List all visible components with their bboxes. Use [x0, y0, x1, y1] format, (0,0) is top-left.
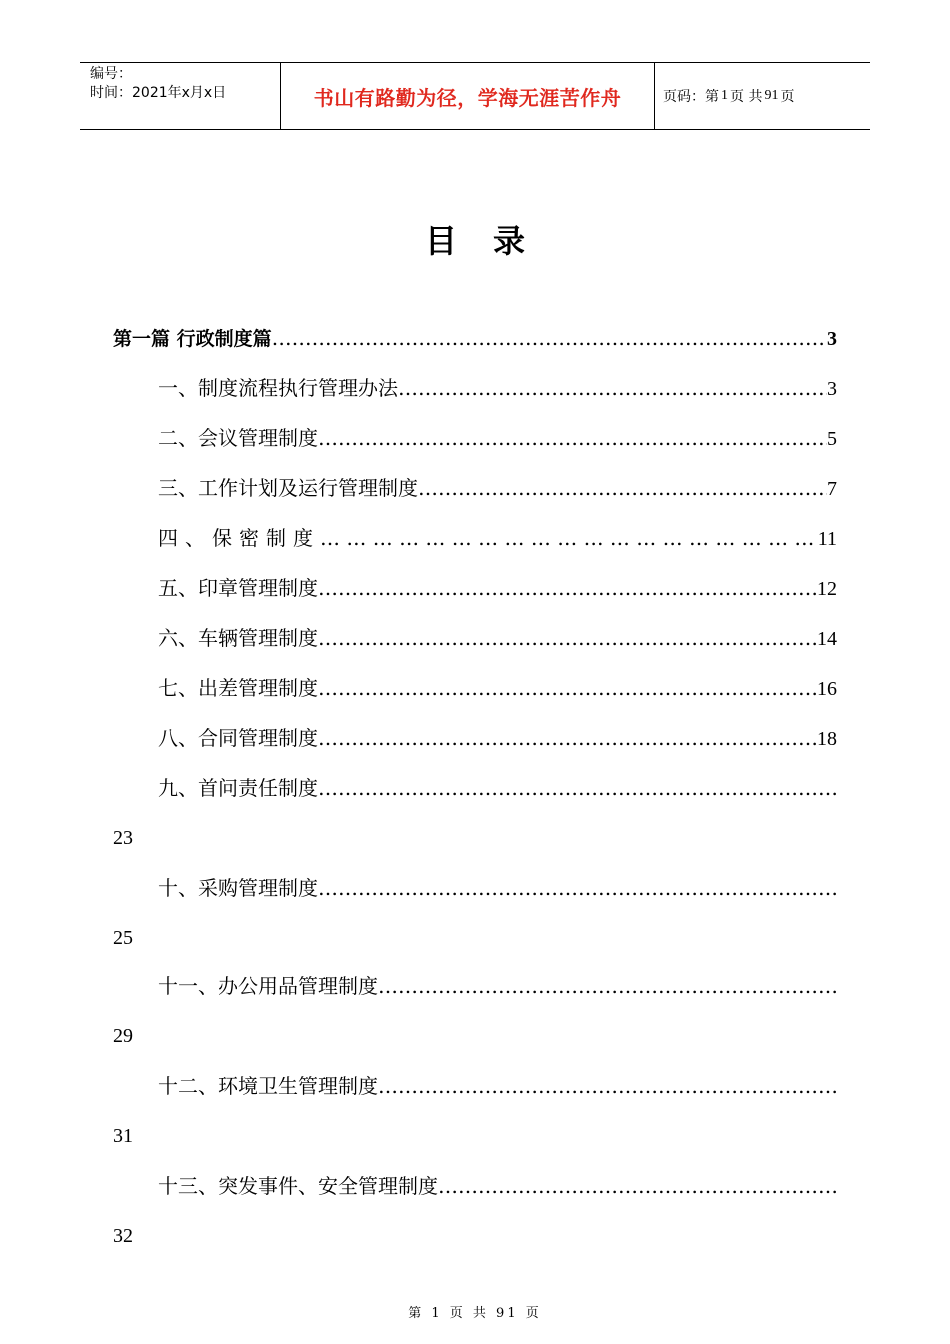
toc-page-number: 11 — [817, 528, 837, 550]
toc-leader-dots — [418, 474, 827, 502]
toc-item[interactable] — [158, 624, 837, 653]
toc-item[interactable] — [158, 674, 837, 703]
toc-item-label: 二、会议管理制度 — [158, 426, 318, 450]
serial-label: 编号： — [90, 66, 132, 82]
page-current: 1 — [721, 88, 728, 103]
toc-item-label: 九、首问责任制度 — [158, 776, 318, 800]
toc-part-1[interactable] — [113, 324, 837, 353]
page-suffix: 页 — [780, 89, 795, 105]
toc-page-number: 3 — [827, 328, 837, 350]
toc-item-label: 十一、办公用品管理制度 — [158, 974, 378, 998]
toc-page-number[interactable]: 31 — [113, 1125, 133, 1147]
toc-page-number: 7 — [827, 478, 837, 500]
toc-item-wrapped[interactable] — [158, 1172, 837, 1200]
toc-item[interactable] — [158, 574, 837, 603]
toc-item-label: 一、制度流程执行管理办法 — [158, 376, 398, 400]
toc-leader-dots — [318, 774, 837, 802]
toc-item-wrapped[interactable] — [158, 972, 837, 1000]
toc-leader-dots — [320, 524, 818, 552]
toc-item-label: 四、保密制度 — [158, 526, 320, 550]
toc-leader-dots — [318, 874, 837, 902]
toc-leader-dots — [438, 1172, 837, 1200]
toc-page-number: 16 — [817, 678, 837, 700]
toc-item-label: 五、印章管理制度 — [158, 576, 318, 600]
toc-item-label: 十二、环境卫生管理制度 — [158, 1074, 378, 1098]
toc-leader-dots — [318, 574, 817, 602]
time-label: 时间：2021年x月x日 — [90, 85, 227, 101]
toc-item[interactable] — [158, 524, 837, 553]
toc-page-number[interactable]: 29 — [113, 1025, 133, 1047]
toc-page-number: 3 — [827, 378, 837, 400]
toc-part-label: 第一篇 行政制度篇 — [113, 328, 272, 350]
toc-page-number[interactable]: 32 — [113, 1225, 133, 1247]
toc-page-number: 18 — [817, 728, 837, 750]
header-page-info — [655, 63, 870, 129]
document-header — [80, 62, 870, 130]
toc-page-number: 5 — [827, 428, 837, 450]
toc-item-label: 八、合同管理制度 — [158, 726, 318, 750]
toc-page-number: 12 — [817, 578, 837, 600]
header-motto: 书山有路勤为径，学海无涯苦作舟 — [281, 63, 655, 129]
toc-leader-dots — [318, 624, 817, 652]
toc-item[interactable] — [158, 424, 837, 453]
toc-leader-dots — [318, 724, 817, 752]
toc-item-label: 六、车辆管理制度 — [158, 626, 318, 650]
page-footer: 第 1 页 共 91 页 — [408, 1306, 542, 1321]
toc-item-label: 十三、突发事件、安全管理制度 — [158, 1174, 438, 1198]
toc-leader-dots — [378, 972, 837, 1000]
toc-page-number[interactable]: 25 — [113, 927, 133, 949]
toc-item-wrapped[interactable] — [158, 874, 837, 902]
toc-item-wrapped[interactable] — [158, 1072, 837, 1100]
toc-leader-dots — [398, 374, 827, 402]
toc-item[interactable] — [158, 474, 837, 503]
toc-item-label: 七、出差管理制度 — [158, 676, 318, 700]
page-prefix: 页码：第 — [663, 89, 719, 105]
toc-item-label: 十、采购管理制度 — [158, 876, 318, 900]
toc-item[interactable] — [158, 724, 837, 753]
page-total: 91 — [764, 88, 779, 103]
page-mid: 页 共 — [730, 89, 763, 105]
toc-page-number: 14 — [817, 628, 837, 650]
toc-item-label: 三、工作计划及运行管理制度 — [158, 476, 418, 500]
header-meta — [80, 63, 281, 129]
toc-page-number[interactable]: 23 — [113, 827, 133, 849]
toc-leader-dots — [272, 324, 827, 352]
toc-leader-dots — [318, 674, 817, 702]
toc-item-wrapped[interactable] — [158, 774, 837, 802]
toc-leader-dots — [378, 1072, 837, 1100]
page-title: 目录 — [424, 222, 561, 260]
toc-leader-dots — [318, 424, 827, 452]
toc-item[interactable] — [158, 374, 837, 403]
